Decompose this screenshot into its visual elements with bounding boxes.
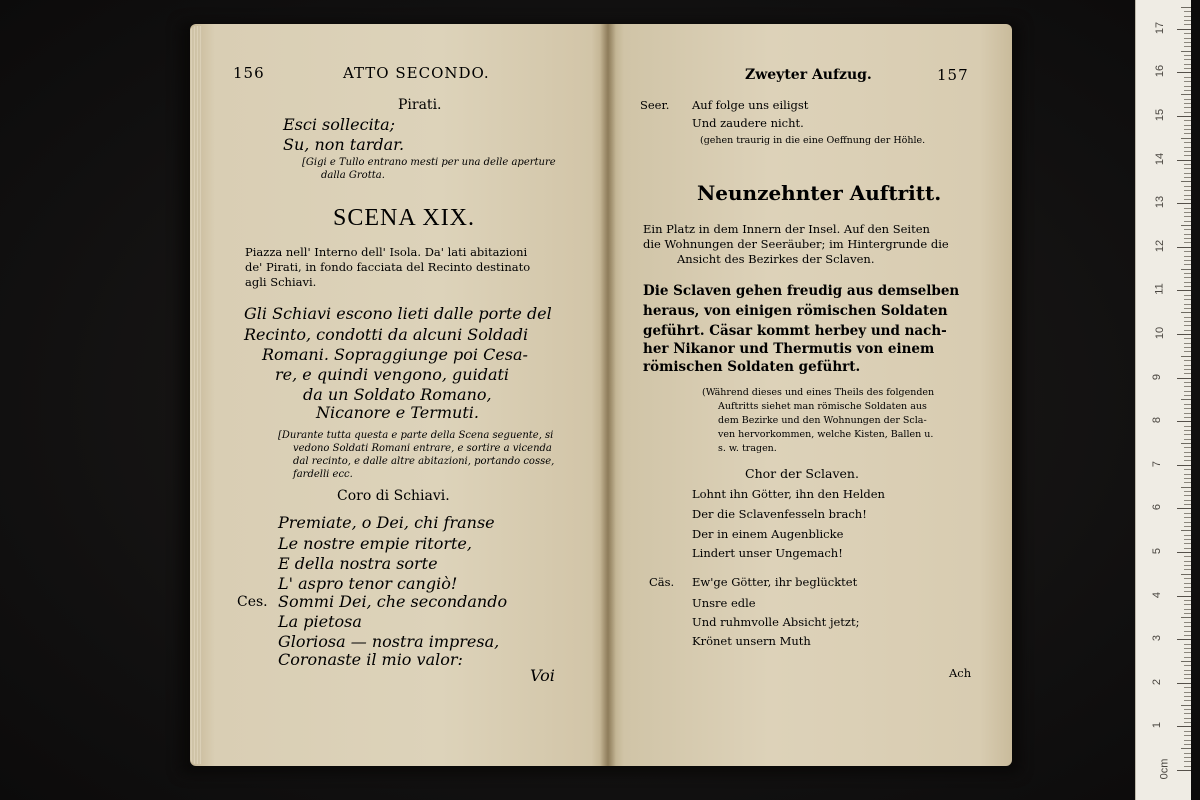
ruler-tick — [1184, 687, 1191, 688]
ruler-tick — [1184, 338, 1191, 339]
action-line: Recinto, condotti da alcuni Soldadi — [244, 325, 529, 344]
ruler-label: 8 — [1151, 417, 1164, 424]
ruler-label: 0cm — [1158, 758, 1171, 780]
action-line: geführt. Cäsar kommt herbey und nach- — [643, 323, 947, 339]
ruler-tick — [1181, 748, 1191, 749]
chorus-line: Lohnt ihn Götter, ihn den Helden — [692, 487, 885, 501]
ruler-tick — [1184, 696, 1191, 697]
ruler-tick — [1184, 413, 1191, 414]
catchword: Ach — [949, 666, 972, 680]
setting-line: Ein Platz in dem Innern der Insel. Auf den Seiten — [643, 222, 930, 236]
ruler-tick — [1184, 456, 1191, 457]
speaker-seer: Seer. — [640, 98, 670, 112]
ruler-label: 12 — [1154, 239, 1167, 252]
ruler-tick — [1184, 168, 1191, 169]
ruler-tick — [1184, 86, 1191, 87]
action-line: her Nikanor und Thermutis von einem — [643, 341, 935, 357]
ruler-tick — [1184, 195, 1191, 196]
ruler-tick — [1181, 356, 1191, 357]
ruler-tick — [1184, 11, 1191, 12]
ruler-tick — [1184, 604, 1191, 605]
action-line: Romani. Sopraggiunge poi Cesa- — [262, 345, 528, 364]
ruler-tick — [1181, 574, 1191, 575]
setting-line: die Wohnungen der Seeräuber; im Hintergrunde die — [643, 237, 949, 251]
setting-line: Piazza nell' Interno dell' Isola. Da' lati abitazioni — [245, 245, 528, 259]
ruler-tick — [1184, 569, 1191, 570]
stage-direction-line: vedono Soldati Romani entrare, e sortire a vicenda — [293, 443, 552, 454]
ruler-tick — [1184, 64, 1191, 65]
ruler-tick — [1184, 740, 1191, 741]
ruler-tick — [1184, 674, 1191, 675]
ruler-tick — [1181, 705, 1191, 706]
ruler-tick — [1184, 644, 1191, 645]
ruler-tick — [1184, 133, 1191, 134]
measurement-ruler — [1135, 0, 1191, 800]
ruler-tick — [1184, 129, 1191, 130]
ruler-tick — [1177, 29, 1191, 30]
ruler-tick — [1184, 539, 1191, 540]
ruler-tick — [1184, 264, 1191, 265]
ruler-tick — [1184, 670, 1191, 671]
verse-line: Su, non tardar. — [283, 135, 405, 154]
stage-direction-line: dal recinto, e dalle altre abitazioni, portando cosse, — [293, 456, 555, 467]
chorus-line: Le nostre empie ritorte, — [278, 534, 472, 553]
ruler-tick — [1184, 321, 1191, 322]
verse-line: Auf folge uns eiligst — [692, 98, 809, 112]
ruler-tick — [1184, 556, 1191, 557]
ruler-tick — [1184, 90, 1191, 91]
ruler-tick — [1184, 325, 1191, 326]
ruler-tick — [1184, 277, 1191, 278]
ruler-label: 16 — [1154, 65, 1167, 78]
ruler-tick — [1184, 112, 1191, 113]
ruler-tick — [1181, 312, 1191, 313]
ruler-tick — [1184, 635, 1191, 636]
setting-line: de' Pirati, in fondo facciata del Recinto destinato — [245, 260, 531, 274]
ruler-tick — [1184, 395, 1191, 396]
ruler-tick — [1184, 16, 1191, 17]
ruler-tick — [1184, 626, 1191, 627]
ruler-tick — [1177, 203, 1191, 204]
stage-direction-line: dalla Grotta. — [321, 170, 385, 181]
ruler-tick — [1184, 208, 1191, 209]
action-line: re, e quindi vengono, guidati — [275, 365, 510, 384]
speaker-caesar: Cäs. — [649, 575, 675, 589]
ruler-tick — [1184, 652, 1191, 653]
ruler-tick — [1184, 491, 1191, 492]
ruler-tick — [1184, 177, 1191, 178]
verse-line: Coronaste il mio valor: — [278, 650, 463, 669]
ruler-label: 2 — [1151, 678, 1164, 685]
ruler-tick — [1184, 657, 1191, 658]
ruler-tick — [1184, 757, 1191, 758]
stage-direction-line: s. w. tragen. — [718, 443, 777, 454]
stage-direction-line: (gehen traurig in die eine Oeffnung der Höhle. — [700, 135, 926, 146]
verse-line: Esci sollecita; — [283, 115, 396, 134]
ruler-tick — [1184, 229, 1191, 230]
ruler-tick — [1184, 417, 1191, 418]
ruler-tick — [1184, 360, 1191, 361]
ruler-tick — [1184, 609, 1191, 610]
ruler-tick — [1184, 408, 1191, 409]
ruler-tick — [1181, 269, 1191, 270]
ruler-tick — [1184, 578, 1191, 579]
ruler-tick — [1184, 513, 1191, 514]
ruler-tick — [1184, 221, 1191, 222]
ruler-tick — [1181, 138, 1191, 139]
ruler-tick — [1184, 107, 1191, 108]
ruler-tick — [1177, 290, 1191, 291]
chorus-line: E della nostra sorte — [278, 554, 438, 573]
ruler-tick — [1177, 72, 1191, 73]
ruler-tick — [1181, 661, 1191, 662]
ruler-tick — [1177, 334, 1191, 335]
ruler-tick — [1177, 160, 1191, 161]
ruler-label: 1 — [1151, 722, 1164, 729]
ruler-tick — [1177, 726, 1191, 727]
stage-direction-line: [Durante tutta questa e parte della Scena seguente, si — [278, 430, 554, 441]
action-line: heraus, von einigen römischen Soldaten — [643, 303, 948, 319]
chorus-line: Premiate, o Dei, chi franse — [278, 513, 495, 532]
ruler-tick — [1184, 692, 1191, 693]
ruler-tick — [1184, 317, 1191, 318]
verse-line: Und ruhmvolle Absicht jetzt; — [692, 615, 860, 629]
ruler-tick — [1184, 330, 1191, 331]
stage-direction-line: dem Bezirke und den Wohnungen der Scla- — [718, 415, 927, 426]
scene-title: SCENA XIX. — [333, 205, 476, 231]
stage-direction-line: ven hervorkommen, welche Kisten, Ballen u. — [718, 429, 934, 440]
ruler-tick — [1184, 583, 1191, 584]
ruler-tick — [1184, 20, 1191, 21]
ruler-tick — [1184, 120, 1191, 121]
ruler-tick — [1177, 378, 1191, 379]
ruler-tick — [1184, 55, 1191, 56]
ruler-tick — [1184, 613, 1191, 614]
ruler-label: 7 — [1151, 460, 1164, 467]
ruler-tick — [1184, 347, 1191, 348]
ruler-tick — [1184, 351, 1191, 352]
ruler-tick — [1184, 77, 1191, 78]
ruler-tick — [1184, 68, 1191, 69]
ruler-tick — [1184, 430, 1191, 431]
verse-line: La pietosa — [278, 612, 362, 631]
ruler-tick — [1181, 617, 1191, 618]
ruler-tick — [1184, 42, 1191, 43]
ruler-tick — [1184, 295, 1191, 296]
verse-line: Krönet unsern Muth — [692, 634, 811, 648]
ruler-label: 11 — [1153, 283, 1166, 296]
ruler-tick — [1184, 678, 1191, 679]
ruler-tick — [1184, 526, 1191, 527]
ruler-tick — [1184, 369, 1191, 370]
ruler-tick — [1184, 173, 1191, 174]
ruler-tick — [1177, 247, 1191, 248]
ruler-tick — [1184, 391, 1191, 392]
ruler-tick — [1184, 186, 1191, 187]
ruler-tick — [1184, 199, 1191, 200]
ruler-tick — [1177, 770, 1191, 771]
chorus-line: Der in einem Augenblicke — [692, 527, 844, 541]
setting-line: Ansicht des Bezirkes der Sclaven. — [677, 252, 875, 266]
ruler-tick — [1184, 753, 1191, 754]
ruler-tick — [1184, 260, 1191, 261]
ruler-label: 9 — [1151, 373, 1164, 380]
ruler-tick — [1184, 587, 1191, 588]
ruler-tick — [1184, 299, 1191, 300]
right-running-head: Zweyter Aufzug. — [745, 67, 872, 83]
ruler-tick — [1184, 343, 1191, 344]
ruler-tick — [1184, 190, 1191, 191]
ruler-tick — [1184, 373, 1191, 374]
ruler-tick — [1177, 421, 1191, 422]
ruler-tick — [1184, 731, 1191, 732]
book-gutter — [600, 24, 616, 766]
ruler-tick — [1177, 596, 1191, 597]
ruler-tick — [1184, 452, 1191, 453]
ruler-tick — [1184, 718, 1191, 719]
ruler-tick — [1181, 399, 1191, 400]
ruler-tick — [1184, 517, 1191, 518]
ruler-tick — [1184, 404, 1191, 405]
ruler-tick — [1184, 622, 1191, 623]
ruler-tick — [1184, 304, 1191, 305]
ruler-label: 13 — [1154, 196, 1167, 209]
ruler-tick — [1184, 478, 1191, 479]
ruler-tick — [1184, 155, 1191, 156]
ruler-tick — [1177, 639, 1191, 640]
left-running-head: ATTO SECONDO. — [343, 64, 490, 82]
ruler-tick — [1184, 273, 1191, 274]
ruler-tick — [1184, 365, 1191, 366]
action-line: da un Soldato Romano, — [303, 385, 492, 404]
ruler-tick — [1181, 225, 1191, 226]
ruler-tick — [1181, 7, 1191, 8]
ruler-tick — [1184, 282, 1191, 283]
ruler-tick — [1184, 164, 1191, 165]
ruler-tick — [1181, 94, 1191, 95]
action-line: Die Sclaven gehen freudig aus demselben — [643, 283, 960, 299]
ruler-tick — [1184, 216, 1191, 217]
ruler-tick — [1184, 600, 1191, 601]
ruler-tick — [1184, 500, 1191, 501]
ruler-label: 4 — [1151, 591, 1164, 598]
ruler-tick — [1184, 286, 1191, 287]
ruler-tick — [1184, 495, 1191, 496]
chorus-title: Coro di Schiavi. — [337, 488, 450, 504]
chorus-title: Chor der Sclaven. — [745, 466, 859, 481]
page-edge — [190, 26, 202, 764]
chorus-line: Lindert unser Ungemach! — [692, 546, 843, 560]
verse-line: Ew'ge Götter, ihr beglücktet — [692, 575, 858, 589]
ruler-tick — [1184, 426, 1191, 427]
ruler-tick — [1184, 434, 1191, 435]
ruler-tick — [1184, 242, 1191, 243]
verse-line: Und zaudere nicht. — [692, 116, 804, 130]
ruler-tick — [1184, 151, 1191, 152]
ruler-tick — [1184, 256, 1191, 257]
ruler-tick — [1184, 447, 1191, 448]
ruler-tick — [1184, 382, 1191, 383]
ruler-label: 10 — [1154, 326, 1167, 340]
ruler-label: 15 — [1154, 108, 1167, 122]
ruler-label: 5 — [1151, 547, 1164, 555]
ruler-tick — [1184, 631, 1191, 632]
ruler-tick — [1184, 46, 1191, 47]
ruler-tick — [1184, 722, 1191, 723]
ruler-tick — [1184, 308, 1191, 309]
ruler-tick — [1177, 116, 1191, 117]
ruler-tick — [1184, 238, 1191, 239]
ruler-tick — [1184, 482, 1191, 483]
ruler-tick — [1184, 33, 1191, 34]
ruler-tick — [1184, 81, 1191, 82]
ruler-tick — [1181, 181, 1191, 182]
ruler-tick — [1184, 713, 1191, 714]
stage-direction-line: [Gigi e Tullo entrano mesti per una delle aperture — [302, 157, 556, 168]
ruler-tick — [1184, 735, 1191, 736]
ruler-tick — [1184, 709, 1191, 710]
ruler-tick — [1184, 147, 1191, 148]
right-page-number: 157 — [937, 66, 969, 84]
stage-direction-line: Auftritts siehet man römische Soldaten aus — [718, 401, 927, 412]
ruler-tick — [1184, 38, 1191, 39]
ruler-tick — [1181, 51, 1191, 52]
ruler-tick — [1184, 504, 1191, 505]
ruler-tick — [1184, 460, 1191, 461]
ruler-tick — [1184, 665, 1191, 666]
ruler-tick — [1184, 212, 1191, 213]
ruler-tick — [1184, 439, 1191, 440]
catchword: Voi — [530, 666, 555, 685]
ruler-tick — [1181, 530, 1191, 531]
ruler-tick — [1177, 465, 1191, 466]
ruler-tick — [1184, 386, 1191, 387]
ruler-tick — [1184, 103, 1191, 104]
ruler-tick — [1181, 487, 1191, 488]
scene-title: Neunzehnter Auftritt. — [697, 181, 942, 205]
verse-line: Sommi Dei, che secondando — [278, 592, 508, 611]
ruler-tick — [1184, 766, 1191, 767]
ruler-label: 17 — [1154, 21, 1167, 34]
ruler-tick — [1177, 508, 1191, 509]
action-line: römischen Soldaten geführt. — [643, 359, 861, 375]
ruler-tick — [1184, 744, 1191, 745]
ruler-tick — [1184, 474, 1191, 475]
setting-line: agli Schiavi. — [245, 275, 317, 289]
action-line: Gli Schiavi escono lieti dalle porte del — [244, 304, 552, 323]
ruler-label: 14 — [1154, 152, 1167, 165]
stage-direction-line: (Während dieses und eines Theils des folgenden — [702, 387, 935, 398]
ruler-tick — [1184, 125, 1191, 126]
ruler-tick — [1184, 59, 1191, 60]
stage-direction-line: fardelli ecc. — [293, 469, 353, 480]
ruler-tick — [1184, 142, 1191, 143]
ruler-tick — [1184, 251, 1191, 252]
action-line: Nicanore e Termuti. — [316, 403, 479, 422]
ruler-tick — [1184, 469, 1191, 470]
ruler-tick — [1177, 683, 1191, 684]
ruler-tick — [1184, 99, 1191, 100]
ruler-tick — [1177, 552, 1191, 553]
chorus-line: Der die Sclavenfesseln brach! — [692, 507, 867, 521]
ruler-tick — [1184, 561, 1191, 562]
ruler-tick — [1181, 443, 1191, 444]
chorus-line: L' aspro tenor cangiò! — [278, 574, 458, 593]
ruler-label: 3 — [1151, 635, 1164, 642]
ruler-label: 6 — [1151, 504, 1164, 511]
ruler-tick — [1184, 591, 1191, 592]
ruler-tick — [1184, 535, 1191, 536]
ruler-tick — [1184, 565, 1191, 566]
left-page-number: 156 — [233, 64, 265, 82]
ruler-tick — [1184, 648, 1191, 649]
verse-line: Unsre edle — [692, 596, 756, 610]
ruler-tick — [1184, 522, 1191, 523]
verse-line: Gloriosa — nostra impresa, — [278, 632, 500, 651]
ruler-tick — [1184, 543, 1191, 544]
ruler-tick — [1184, 761, 1191, 762]
ruler-tick — [1184, 24, 1191, 25]
ruler-tick — [1184, 700, 1191, 701]
speaker-cesare: Ces. — [237, 594, 268, 610]
speaker-pirati: Pirati. — [398, 97, 442, 113]
ruler-tick — [1184, 548, 1191, 549]
ruler-tick — [1184, 234, 1191, 235]
